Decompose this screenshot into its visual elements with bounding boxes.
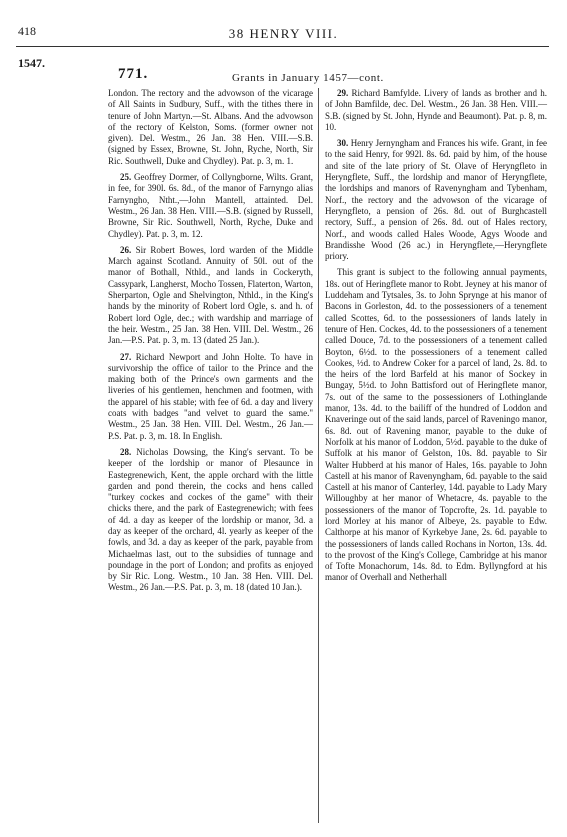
document-number: 771. <box>118 66 149 82</box>
margin-year: 1547. <box>18 56 45 70</box>
left-column <box>108 88 313 599</box>
entry-text: Sir Robert Bowes, lord warden of the Middle March against Scotland. Annuity of 50l. out of the manor of Bothall, Nthld., and lands in Cockeryth, Cassypark, Langherst, Mocho Tossen, Flaterton, Warton, Sherparton, Ogle and Shelvington, Nthld., in the King's hands by the minority of Robert lord Ogle, s. and h. of Robert lord Ogle, dec.; with wardship and marriage of the heir. Westm., 25 Jan. 38 Hen. VIII. Del. Westm., 26 Jan.—P.S. Pat. p. 3, m. 13 (dated 25 Jan.). <box>108 244 314 346</box>
entry-text: Henry Jernyngham and Frances his wife. Grant, in fee to the said Henry, for 992l. 8s. 6d. paid by him, of the house and site of the late priory of St. Olave of Heryngfleto in Heryngflete, Suff., the lordship and manor of Heryngflete, the lordships and manors of Ravenyngham and Tybenham, Norf., the rectory and the advowson of the vicarage of Heryngfleto, a pension of 26s. 8d. out of Burghcastell rectory, Suff., a pension of 26s. 8d. out of Hales rectory, Norf., and woods called Hales Woode, Agys Woode and Brandisshe Wood (26 ac.) in Heryngflete,—Heryngflete priory. <box>325 138 548 262</box>
entry-text: This grant is subject to the following annual payments, 18s. out of Heringflete manor to Robt. Jeyney at his manor of Luddeham and Tytsales, 3s. to John Sprynge at his manor of Bacons in Gorleston, 4d. to the possessioners of a tenement called Scottes, 6d. to the possessioners of lands lately in tenure of Hen. Cockes, 4d. to the possessioners of a tenement called Douce, 7d. to the possessioners of a tenement called Boyton, 6½d. to the possessioners of a tenement called Cookes, ½d. to Andrew Coker for a parcel of land, 2s. 8d. to the heirs of the lord Barfeld at his manor of Sockey in Bungay, 5½d. to John Battisford out of Heringflete manor, 7s. out of the same to the possessioners of Lothinglande manor, 13s. 4d. to the bailiff of the hundred of Loddon and Knaveringe out of the said lands, parcel of Raveningo manor, 6s. 8d. out of Ravening manor, payable to the duke of Norfolk at his manor of Loddon, 5½d. payable to the duke of Suffolk at his manor of Gelston, 10s. 8d. payable to Sir Walter Hubberd at his manor of Hales, 16s. payable to John Castell at his manor of Ravenyngham, 6d. payable to the said Castell at his manor of Canterley, 14d. payable to Lady Mary Willoughby at her manor of Whetacre, 4s. payable to the possessioners of the manor of Topcrofte, 2s. 1d. payable to lord Morley at his manor of Albeye, 2s. payable to Edw. Calthorpe at his manor of Kyrkebye Jane, 2s. 6d. payable to the possessioners of lands called Rochans in Norton, 13s. 4d. to the provost of the King's College, Cambridge at his manor of Tofte Monachorum, 14s. 8d. to Edm. Byllyngford at his manor of Overhall and Netherhall <box>325 267 547 583</box>
entry-30 <box>325 138 547 262</box>
entry-27 <box>108 352 313 442</box>
entry-text: London. The rectory and the advowson of the vicarage of All Saints in Sudbury, Suff., with the tithes there in tenure of John Martyn.—St. Albans. And the advowson of the rectory of Kelston, Soms. (former owner not given). Del. Westm., 26 Jan. 38 Hen. VIII.—S.B. (signed by Essex, Browne, St. John, Ryche, North, Sir Ric. Southwell, Duke and Chydley). Pat. p. 3, m. 1. <box>108 88 313 166</box>
entry-30-payments <box>325 267 547 583</box>
entry-25 <box>108 172 313 240</box>
right-column <box>325 88 547 589</box>
entry-number: 30. <box>337 138 349 149</box>
entry-continued <box>108 88 313 167</box>
entry-number: 29. <box>337 88 349 98</box>
page-number: 418 <box>18 24 36 38</box>
running-title: 38 HENRY VIII. <box>228 26 339 41</box>
entry-text: Nicholas Dowsing, the King's servant. To be keeper of the lordship or manor of Plesaunce in Eastegrenewich, Kent, the apple orchard with the little garden and pond therein, the cocks and hens called "turkey cockes and cockes of the game" with their chicks there, and the park of Eastegrenewich; with fees of 4d. a day as keeper of the lordship or manor, 3d. a day as keeper of the orchard, 4l. yearly as keeper of the fowls, and 3d. a day as keeper of the park, payable from Michaelmas last, out to the subsidies of tunnage and poundage in the port of London; and profits as enjoyed by Sir Ric. Long. Westm., 10 Jan. 38 Hen. VIII. Del. Westm., 26 Jan.—P.S. Pat. p. 3, m. 18 (dated 10 Jan.). <box>108 446 314 593</box>
entry-text: Geoffrey Dormer, of Collyngborne, Wilts. Grant, in fee, for 390l. 6s. 8d., of the manor of Farnyngo alias Farnyngho, Ntht.,—John Mantell, attainted. Del. Westm., 26 Jan. 38 Hen. VIII.—S.B. (signed by Russell, Browne, Sir Ric. Southwell, North, Ryche, Duke and Chydley). Pat. p. 3, m. 12. <box>108 172 314 239</box>
entry-number: 25. <box>120 172 132 183</box>
entry-29 <box>325 88 547 133</box>
entry-26 <box>108 245 313 347</box>
section-title: Grants in January 1457—cont. <box>232 72 384 84</box>
entry-number: 26. <box>120 244 132 255</box>
column-divider <box>318 88 319 823</box>
entry-number: 27. <box>120 351 132 362</box>
entry-28 <box>108 447 313 594</box>
header-rule <box>16 46 549 47</box>
entry-text: Richard Newport and John Holte. To have in survivorship the office of tailor to the Prince and the making both of the Prince's own garments and the liveries of his gentlemen, henchmen and footmen, with the apparel of his stable; with fee of 6d. a day and livery coats with badges "and velvet to guard the same." Westm., 25 Jan. 38 Hen. VIII. Del. Westm., 26 Jan.—P.S. Pat. p. 3, m. 18. In English. <box>108 351 314 441</box>
entry-text: Richard Bamfylde. Livery of lands as brother and h. of John Bamfilde, dec. Del. Westm., 26 Jan. 38 Hen. VIII.—S.B. (signed by St. John, Hynde and Beaumont). Pat. p. 8, m. 10. <box>325 88 547 132</box>
entry-number: 28. <box>120 446 132 457</box>
